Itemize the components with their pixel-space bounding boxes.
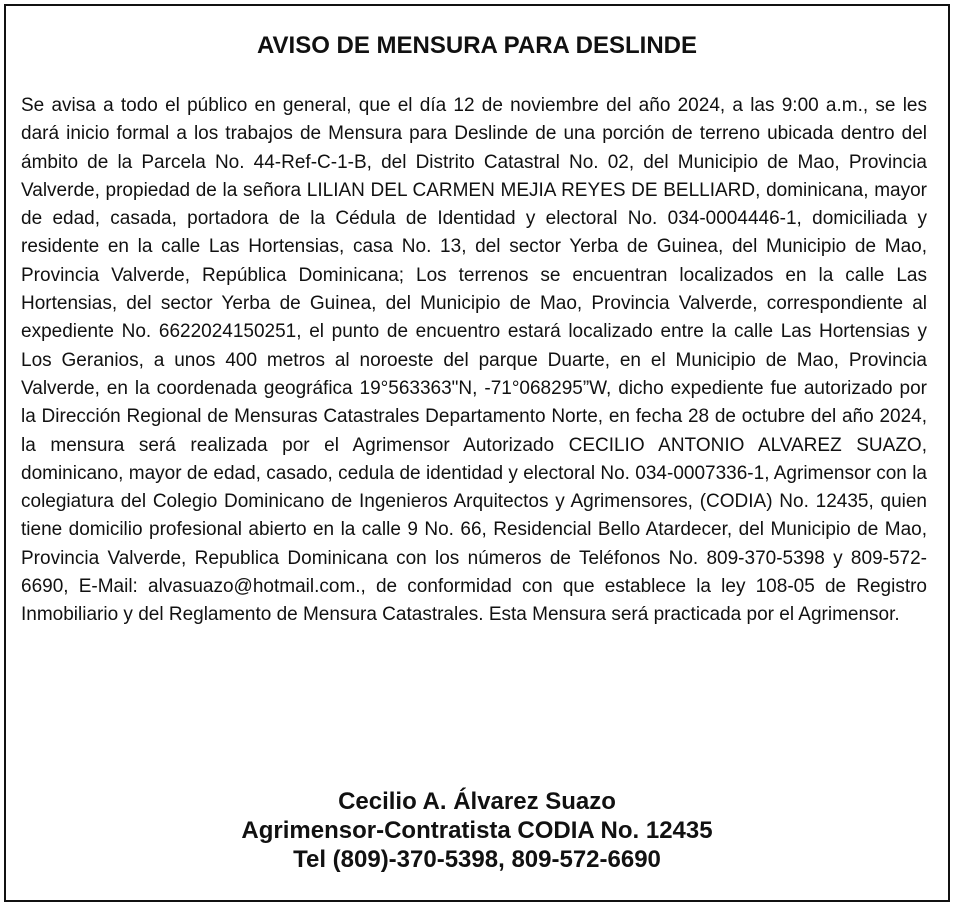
signature-phones: Tel (809)-370-5398, 809-572-6690: [293, 846, 661, 873]
signature-name: Cecilio A. Álvarez Suazo: [338, 788, 616, 815]
notice-body: Se avisa a todo el público en general, que el día 12 de noviembre del año 2024, a las 9:00 a.m., se les dará inicio formal a los trabajos de Mensura para Deslinde de una porción de terreno ubicada dentro del ámbito de la Parcela No. 44-Ref-C-1-B, del Distrito Catastral No. 02, del Municipio de Mao, Provincia Valverde, propiedad de la señora LILIAN DEL CARMEN MEJIA REYES DE BELLIARD, dominicana, mayor de edad, casada, portadora de la Cédula de Identidad y electoral No. 034-0004446-1, domiciliada y residente en la calle Las Hortensias, casa No. 13, del sector Yerba de Guinea, del Municipio de Mao, Provincia Valverde, República Dominicana; Los terrenos se encuentran localizados en la calle Las Hortensias, del sector Yerba de Guinea, del Municipio de Mao, Provincia Valverde, correspondiente al expediente No. 6622024150251, el punto de encuentro estará localizado entre la calle Las Hortensias y Los Geranios, a unos 400 metros al noroeste del parque Duarte, en el Municipio de Mao, Provincia Valverde, en la coordenada geográfica 19°563363"N, -71°068295”W, dicho expediente fue autorizado por la Dirección Regional de Mensuras Catastrales Departamento Norte, en fecha 28 de octubre del año 2024, la mensura será realizada por el Agrimensor Autorizado CECILIO ANTONIO ALVAREZ SUAZO, dominicano, mayor de edad, casado, cedula de identidad y electoral No. 034-0007336-1, Agrimensor con la colegiatura del Colegio Dominicano de Ingenieros Arquitectos y Agrimensores, (CODIA) No. 12435, quien tiene domicilio profesional abierto en la calle 9 No. 66, Residencial Bello Atardecer, del Municipio de Mao, Provincia Valverde, Republica Dominicana con los números de Teléfonos No. 809-370-5398 y 809-572-6690, E-Mail: alvasuazo@hotmail.com., de conformidad con que establece la ley 108-05 de Registro Inmobiliario y del Reglamento de Mensura Catastrales. Esta Mensura será practicada por el Agrimensor.: [21, 95, 927, 626]
signature-role: Agrimensor-Contratista CODIA No. 12435: [241, 817, 713, 844]
notice-frame: [4, 4, 950, 902]
notice-title: AVISO DE MENSURA PARA DESLINDE: [256, 32, 698, 59]
signature-block: [6, 787, 948, 874]
